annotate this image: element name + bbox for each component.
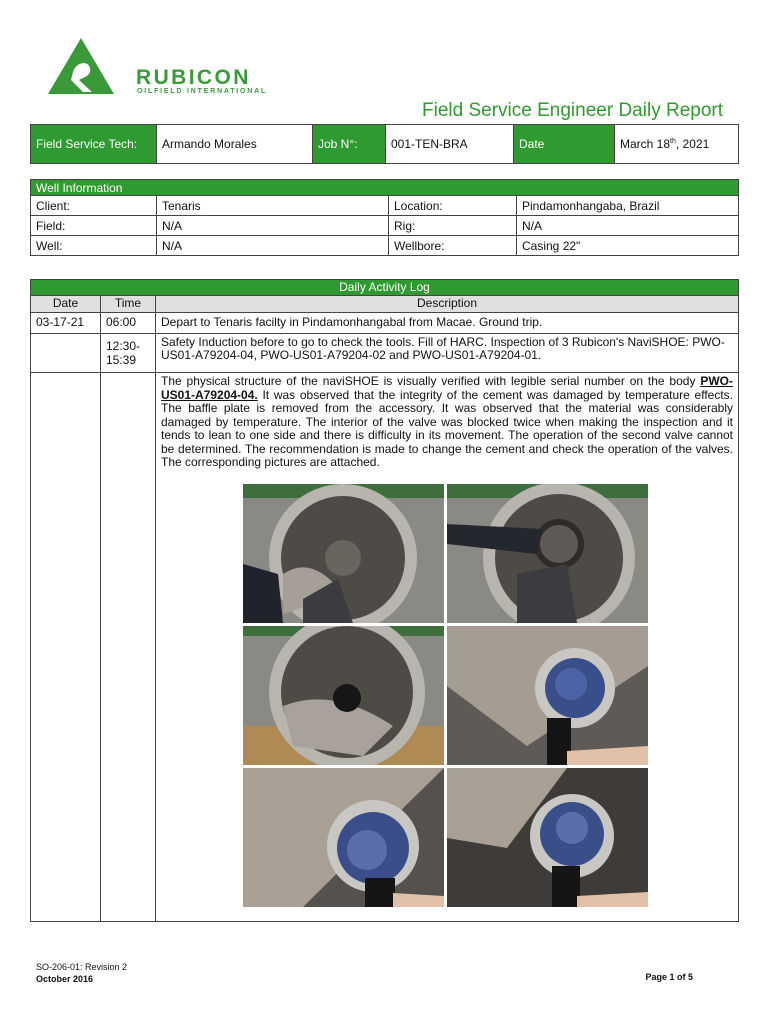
logo-subtitle: OILFIELD INTERNATIONAL bbox=[137, 88, 268, 95]
field-value: N/A bbox=[157, 216, 389, 236]
wellbore-value: Casing 22" bbox=[517, 236, 739, 256]
client-label: Client: bbox=[31, 196, 157, 216]
location-label: Location: bbox=[389, 196, 517, 216]
job-value: 001-TEN-BRA bbox=[386, 125, 514, 164]
activity-log-caption: Daily Activity Log bbox=[31, 280, 739, 296]
report-title: Field Service Engineer Daily Report bbox=[422, 100, 723, 121]
table-row bbox=[31, 313, 739, 334]
inspection-photo bbox=[243, 484, 444, 623]
inspection-photo bbox=[243, 768, 444, 907]
rubicon-logo-icon bbox=[46, 32, 116, 102]
client-value: Tenaris bbox=[157, 196, 389, 216]
location-value: Pindamonhangaba, Brazil bbox=[517, 196, 739, 216]
serial-number: PWO-US01-A79204-04. bbox=[161, 374, 733, 402]
row-time: 12:30- 15:39 bbox=[101, 334, 156, 373]
row-time: 06:00 bbox=[101, 313, 156, 334]
row-description: Depart to Tenaris facilty in Pindamonhangabal from Macae. Ground trip. bbox=[156, 313, 739, 334]
page-number: Page 1 of 5 bbox=[645, 972, 693, 982]
col-description-header: Description bbox=[156, 296, 739, 313]
document-date: October 2016 bbox=[36, 974, 94, 984]
table-row bbox=[31, 373, 739, 922]
rig-value: N/A bbox=[517, 216, 739, 236]
wellbore-label: Wellbore: bbox=[389, 236, 517, 256]
row-time bbox=[101, 373, 156, 922]
inspection-photo bbox=[447, 484, 648, 623]
inspection-photo bbox=[447, 626, 648, 765]
row-description: Safety Induction before to go to check the tools. Fill of HARC. Inspection of 3 Rubicon's NaviSHOE: PWO-US01-A79204-04, PWO-US01-A79204-02 and PWO-US01-A79204-01. bbox=[156, 334, 739, 373]
tech-label: Field Service Tech: bbox=[31, 125, 157, 164]
job-label: Job N°: bbox=[313, 125, 386, 164]
date-label: Date bbox=[514, 125, 615, 164]
description-text: The physical structure of the naviSHOE is visually verified with legible serial number on the body bbox=[161, 374, 701, 388]
row-date: 03-17-21 bbox=[31, 313, 101, 334]
row-date bbox=[31, 373, 101, 922]
company-logo bbox=[36, 28, 286, 104]
inspection-photo bbox=[447, 768, 648, 907]
well-label: Well: bbox=[31, 236, 157, 256]
description-text: It was observed that the integrity of the cement was damaged by temperature effects. The baffle plate is removed from the accessory. It was observed that the material was considerably damaged by temperature. The interior of the valve was blocked twice when making the inspection and it tends to lean to one side and there is difficulty in its movement. The operation of the second valve cannot be determined. The recommendation is made to change the cement and check the operation of the valves. The corresponding pictures are attached. bbox=[161, 387, 733, 469]
tech-value: Armando Morales bbox=[157, 125, 313, 164]
well-info-caption: Well Information bbox=[31, 180, 739, 196]
well-information-table bbox=[30, 179, 739, 256]
date-value: March 18th, 2021 bbox=[615, 125, 739, 164]
daily-activity-log-table bbox=[30, 279, 739, 922]
document-code: SO-206-01: Revision 2 bbox=[36, 962, 128, 972]
inspection-photo bbox=[243, 626, 444, 765]
row-description bbox=[156, 373, 739, 922]
col-time-header: Time bbox=[101, 296, 156, 313]
row-date bbox=[31, 334, 101, 373]
logo-name: RUBICON bbox=[136, 66, 251, 89]
inspection-photo-grid bbox=[243, 484, 733, 907]
table-row bbox=[31, 334, 739, 373]
well-value: N/A bbox=[157, 236, 389, 256]
rig-label: Rig: bbox=[389, 216, 517, 236]
col-date-header: Date bbox=[31, 296, 101, 313]
field-label: Field: bbox=[31, 216, 157, 236]
report-header-table bbox=[30, 124, 739, 164]
document-footer bbox=[36, 961, 127, 985]
